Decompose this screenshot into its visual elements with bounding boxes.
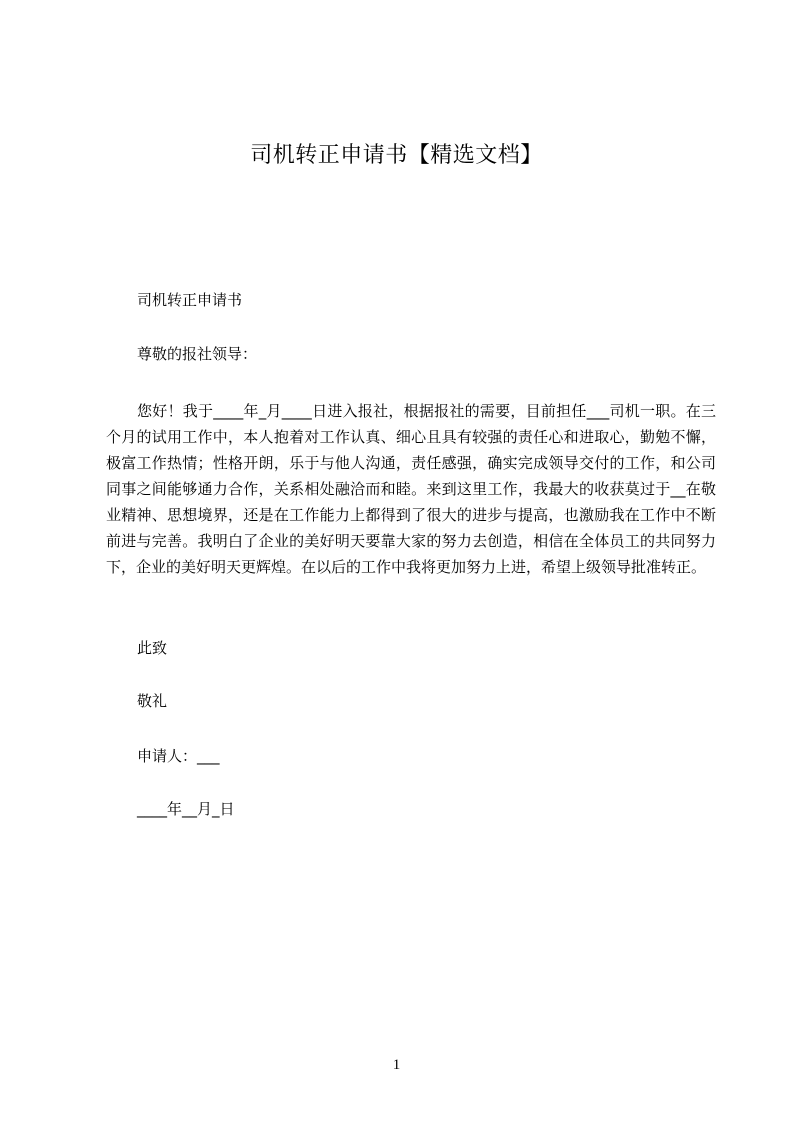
date-line: ____年__月_日 bbox=[137, 800, 235, 818]
salutation: 尊敬的报社领导： bbox=[137, 345, 258, 363]
body-paragraph: 您好！我于____年_月____日进入报社，根据报社的需要，目前担任___司机一职。在三个月的试用工作中，本人抱着对工作认真、细心且具有较强的责任心和进取心，勤勉不懈，极富工作热情；性格开朗，乐于与他人沟通，责任感强，确实完成领导交付的工作，和公司同事之间能够通力合作，关系相处融洽而和睦。来到这里工作，我最大的收获莫过于__在敬业精神、思想境界，还是在工作能力上都得到了很大的进步与提高，也激励我在工作中不断前进与完善。我明白了企业的美好明天要靠大家的努力去创造，相信在全体员工的共同努力下，企业的美好明天更辉煌。在以后的工作中我将更加努力上进，希望上级领导批准转正。 bbox=[106, 402, 716, 576]
page-number: 1 bbox=[392, 1057, 401, 1073]
letter-heading: 司机转正申请书 bbox=[137, 291, 243, 309]
document-title: 司机转正申请书【精选文档】 bbox=[250, 143, 543, 168]
applicant-line: 申请人：___ bbox=[137, 747, 220, 765]
closing-line-1: 此致 bbox=[137, 639, 168, 657]
closing-line-2: 敬礼 bbox=[137, 692, 168, 710]
